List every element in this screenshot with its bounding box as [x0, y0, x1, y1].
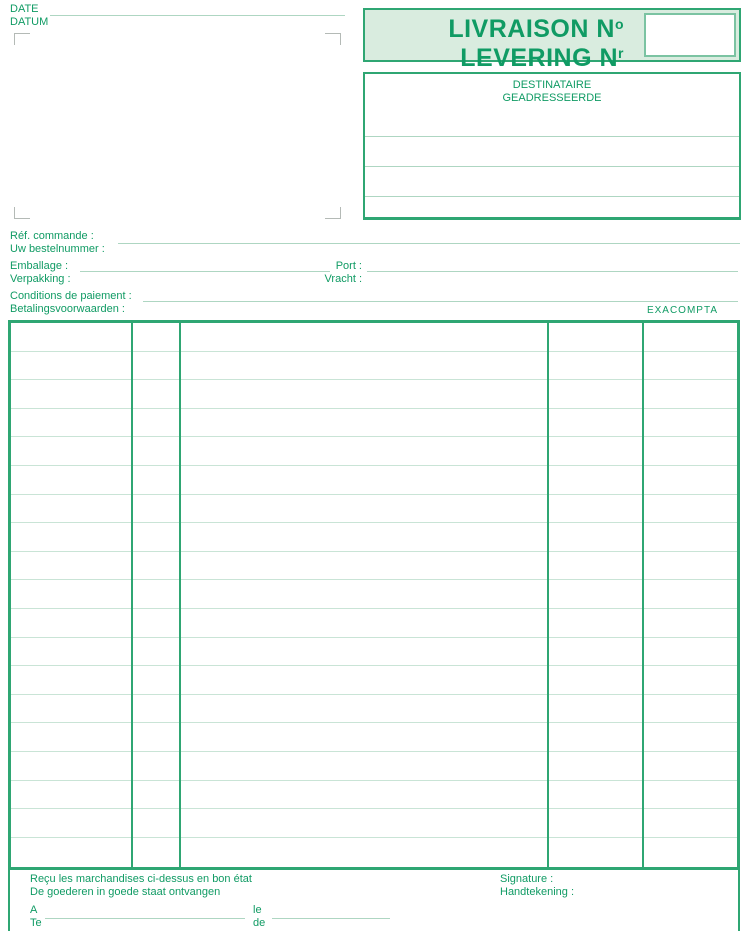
column-divider-2 — [179, 323, 181, 867]
goods-received-label: Reçu les marchandises ci-dessus en bon état De goederen in goede staat ontvangen — [30, 873, 252, 898]
table-row[interactable] — [11, 409, 737, 438]
table-row[interactable] — [11, 666, 737, 695]
table-row[interactable] — [11, 380, 737, 409]
table-row[interactable] — [11, 495, 737, 524]
table-row[interactable] — [11, 638, 737, 667]
table-row[interactable] — [11, 809, 737, 838]
recipient-address-box[interactable] — [363, 72, 741, 220]
corner-mark-bottom-right — [325, 207, 341, 219]
table-row[interactable] — [11, 781, 737, 810]
delivery-number-box[interactable] — [644, 13, 736, 57]
items-table — [8, 320, 740, 870]
footer-left-border — [8, 870, 10, 931]
recipient-line-2 — [365, 166, 739, 167]
table-row[interactable] — [11, 752, 737, 781]
table-row[interactable] — [11, 352, 737, 381]
table-row[interactable] — [11, 552, 737, 581]
recipient-line-1 — [365, 136, 739, 137]
place-input-line[interactable] — [45, 918, 245, 919]
brand-label: EXACOMPTA — [646, 305, 718, 316]
table-row[interactable] — [11, 523, 737, 552]
shipping-input-line[interactable] — [367, 271, 738, 272]
column-divider-4 — [642, 323, 644, 867]
corner-mark-top-right — [325, 33, 341, 45]
shipping-label: Port : Vracht : — [324, 260, 362, 285]
table-row[interactable] — [11, 580, 737, 609]
column-divider-1 — [131, 323, 133, 867]
superscript-r: r — [618, 45, 624, 61]
footer-right-border — [738, 870, 740, 931]
delivery-title-banner — [363, 8, 741, 72]
date-input-line[interactable] — [50, 15, 345, 16]
payment-terms-input-line[interactable] — [143, 301, 738, 302]
table-row[interactable] — [11, 437, 737, 466]
table-row[interactable] — [11, 609, 737, 638]
payment-terms-label: Conditions de paiement : Betalingsvoorwaarden : — [10, 290, 132, 315]
corner-mark-bottom-left — [14, 207, 30, 219]
superscript-o: o — [614, 16, 624, 32]
order-ref-label: Réf. commande : Uw bestelnummer : — [10, 230, 105, 255]
column-divider-3 — [547, 323, 549, 867]
table-body — [11, 323, 737, 867]
corner-mark-top-left — [14, 33, 30, 45]
table-row[interactable] — [11, 695, 737, 724]
recipient-line-3 — [365, 196, 739, 197]
table-row[interactable] — [11, 838, 737, 867]
table-row[interactable] — [11, 466, 737, 495]
date-signed-label: le de — [253, 904, 266, 929]
place-label: A Te — [30, 904, 42, 929]
table-row[interactable] — [11, 323, 737, 352]
date-signed-input-line[interactable] — [272, 918, 390, 919]
recipient-label: DESTINATAIRE GEADRESSEERDE — [502, 79, 602, 104]
packaging-label: Emballage : Verpakking : — [10, 260, 71, 285]
date-label: DATE DATUM — [10, 3, 49, 28]
packaging-input-line[interactable] — [80, 271, 330, 272]
form-title: LIVRAISON $N^o$ LEVERING $N^r$ — [448, 15, 624, 72]
signature-area[interactable] — [498, 873, 738, 929]
signature-label: Signature : Handtekening : — [500, 873, 574, 898]
order-ref-input-line[interactable] — [118, 243, 740, 244]
sender-address-zone[interactable] — [14, 33, 341, 219]
table-row[interactable] — [11, 723, 737, 752]
